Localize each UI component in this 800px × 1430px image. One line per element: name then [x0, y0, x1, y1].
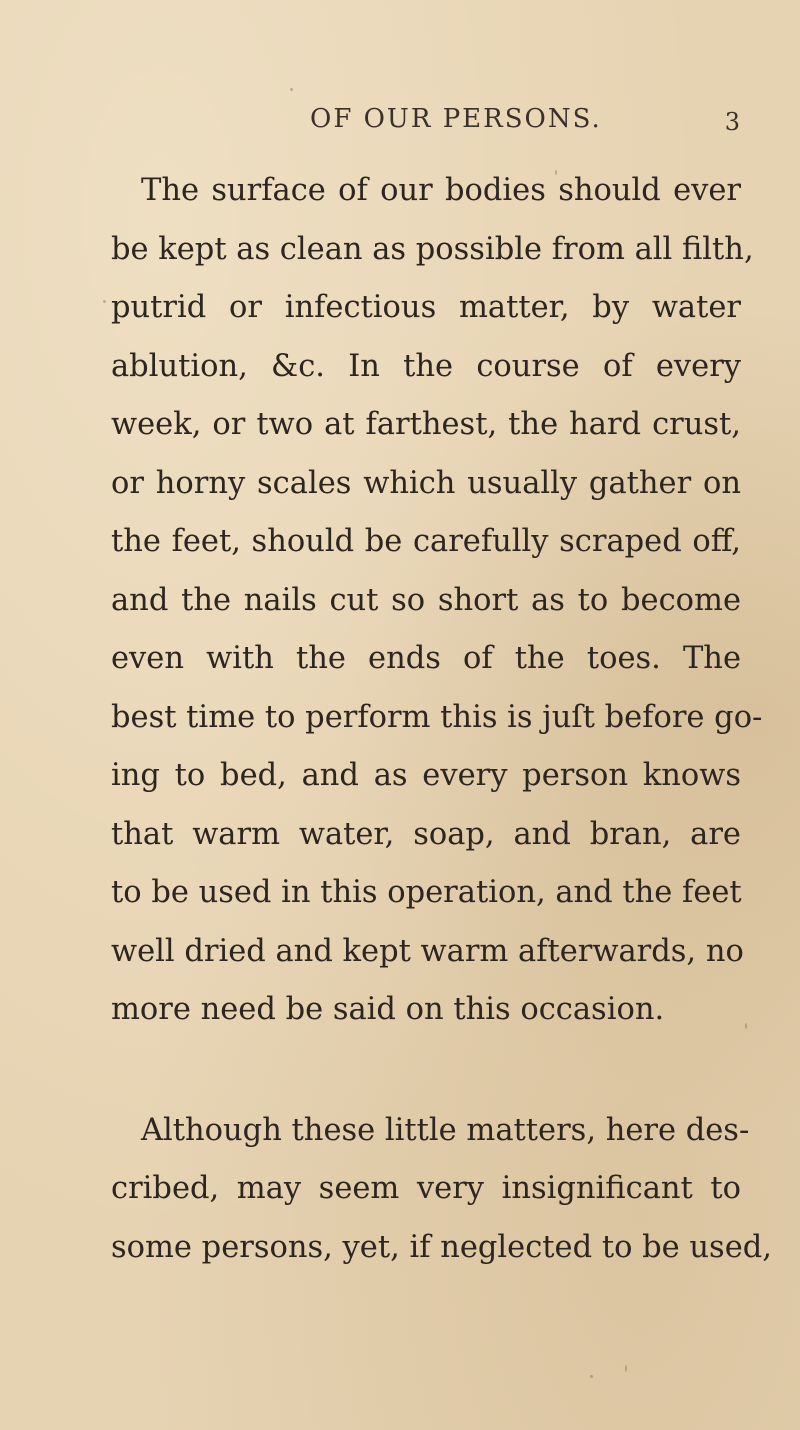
- text-line: more need be said on this occasion.: [111, 992, 665, 1027]
- text-line: be kept as clean as possible from all filth,: [111, 231, 754, 267]
- text-line: putrid or infectious matter, by water: [111, 290, 741, 325]
- text-line: the feet, should be carefully scraped off,: [111, 524, 741, 559]
- paper-speck: [290, 88, 293, 91]
- text-line: and the nails cut so short as to become: [111, 582, 741, 618]
- text-line: well dried and kept warm afterwards, no: [111, 933, 744, 969]
- body-text: [111, 162, 772, 1277]
- text-line: that warm water, soap, and bran, are: [111, 816, 741, 852]
- text-line: cribed, may seem very insignificant to: [111, 1171, 741, 1206]
- text-line: best time to perform this is juſt before go-: [111, 699, 763, 735]
- text-line: The surface of our bodies should ever: [141, 173, 741, 208]
- text-line: to be used in this operation, and the feet: [111, 875, 742, 910]
- paper-speck: [590, 1375, 593, 1378]
- page-header: [110, 104, 740, 144]
- paragraph-spacer: [111, 1040, 741, 1102]
- paper-speck: [555, 170, 557, 175]
- paragraph-2: [111, 1102, 772, 1278]
- paper-speck: [625, 1365, 627, 1372]
- text-line: ing to bed, and as every person knows: [111, 758, 741, 793]
- page-number: 3: [724, 108, 740, 136]
- text-line: some persons, yet, if neglected to be used,: [111, 1229, 772, 1265]
- text-line: week, or two at farthest, the hard crust,: [111, 407, 741, 442]
- text-line: or horny scales which usually gather on: [111, 465, 741, 501]
- running-head: OF OUR PERSONS.: [310, 104, 602, 134]
- paper-speck: [745, 1023, 747, 1029]
- text-line: Although these little matters, here des-: [141, 1112, 750, 1148]
- text-line: ablution, &c. In the course of every: [111, 348, 741, 384]
- paper-speck: [103, 300, 106, 303]
- paragraph-1: [111, 162, 763, 1040]
- text-line: even with the ends of the toes. The: [111, 641, 741, 676]
